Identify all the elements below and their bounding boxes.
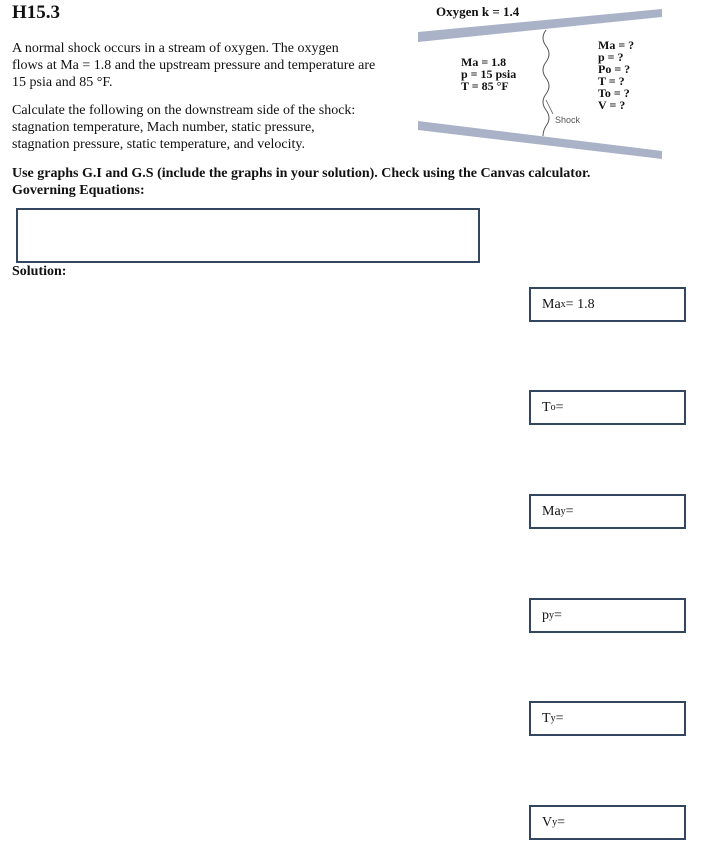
answer-box-py[interactable]	[529, 598, 686, 633]
answer-value: =	[565, 503, 574, 519]
downstream-pressure: p = ?	[598, 50, 624, 64]
upstream-mach: Ma = 1.8	[461, 55, 507, 69]
answer-value: = 1.8	[565, 296, 595, 312]
statement-line-1: A normal shock occurs in a stream of oxygen. The oxygen	[12, 41, 339, 56]
answer-var: p	[542, 607, 549, 623]
answer-var: Ma	[542, 503, 561, 519]
problem-statement	[12, 40, 412, 91]
upstream-conditions	[461, 56, 516, 92]
answer-value: =	[555, 399, 564, 415]
answer-sub: y	[549, 610, 554, 621]
task-line-2: stagnation temperature, Mach number, static pressure,	[12, 120, 315, 135]
upstream-pressure: p = 15 psia	[461, 67, 517, 81]
instruction: Use graphs G.I and G.S (include the graphs in your solution). Check using the Canvas calculator.	[12, 166, 591, 181]
downstream-velocity: V = ?	[598, 98, 626, 112]
solution-label: Solution:	[12, 264, 67, 279]
downstream-stagnation-pressure: Po = ?	[598, 62, 631, 76]
downstream-unknowns	[598, 39, 634, 111]
answer-value: =	[555, 710, 564, 726]
downstream-temperature: T = ?	[598, 74, 625, 88]
answer-sub: y	[550, 713, 556, 724]
answer-box-ty[interactable]	[529, 701, 686, 736]
answer-sub: o	[550, 402, 556, 413]
answer-box-max[interactable]	[529, 287, 686, 322]
answer-value: =	[554, 607, 562, 623]
task-line-1: Calculate the following on the downstream side of the shock:	[12, 103, 356, 118]
problem-id: H15.3	[12, 2, 61, 23]
statement-line-3: 15 psia and 85 °F.	[12, 75, 113, 90]
gas-label: Oxygen k = 1.4	[436, 4, 520, 19]
downstream-mach: Ma = ?	[598, 38, 635, 52]
answer-box-may[interactable]	[529, 494, 686, 529]
answer-value: =	[557, 814, 566, 830]
lower-wall	[418, 121, 662, 159]
answer-var: T	[542, 710, 551, 726]
task-line-3: stagnation pressure, static temperature, and velocity.	[12, 137, 305, 152]
answer-sub: y	[552, 817, 558, 828]
statement-line-2: flows at Ma = 1.8 and the upstream pressure and temperature are	[12, 58, 376, 73]
governing-equations-box[interactable]	[16, 208, 480, 263]
answer-box-vy[interactable]	[529, 805, 686, 840]
governing-label: Governing Equations:	[12, 183, 145, 198]
shock-label: Shock	[555, 115, 581, 125]
downstream-stagnation-temperature: To = ?	[598, 86, 630, 100]
answer-sub: y	[560, 506, 566, 517]
problem-task	[12, 102, 412, 153]
answer-var: V	[542, 814, 553, 830]
answer-var: T	[542, 399, 551, 415]
answer-var: Ma	[542, 296, 561, 312]
shock-wave	[543, 30, 549, 136]
answer-sub: x	[560, 299, 566, 310]
answer-box-to[interactable]	[529, 390, 686, 425]
upstream-temperature: T = 85 °F	[461, 79, 509, 93]
